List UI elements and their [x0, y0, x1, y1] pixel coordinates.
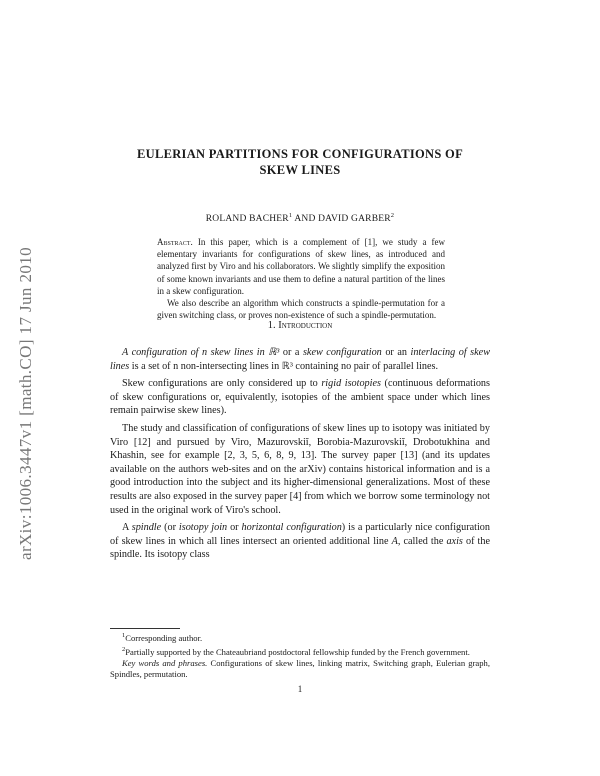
footnote-1-text: Corresponding author.: [125, 633, 203, 643]
footnote-1-mark: 1: [122, 632, 126, 639]
arxiv-stamp: arXiv:1006.3447v1 [math.CO] 17 Jun 2010: [16, 246, 35, 560]
intro-paragraph-2: [110, 377, 490, 418]
title-line-1: EULERIAN PARTITIONS FOR CONFIGURATIONS OF: [136, 147, 463, 161]
paper-title: [110, 146, 490, 178]
text-run: , called the: [397, 535, 447, 547]
text-run: is a set of n non-intersecting lines in ℝ³ containing no pair of parallel lines.: [129, 360, 438, 372]
footnote-2: [110, 644, 490, 658]
intro-paragraph-3: The study and classification of configurations of skew lines up to isotopy was initiated by Viro [12] and pursued by Viro, Mazurovskiĭ, Borobia-Mazurovskiĭ, Drobotukhina and Khashin, see for example [2, 3, 5, 6, 8, 9, 13]. The survey paper [13] (and its updates available on the authors web-sites and on the arXiv) contains historical information and is a good introduction into the subject and its higher-dimensional generalizations. Most of these results are also exposed in the survey paper [4] from which we borrow some terminology not used in the original work of Viro's school.: [110, 422, 490, 516]
author-1: ROLAND BACHER: [205, 214, 289, 224]
section-heading: 1. Introduction: [267, 320, 333, 331]
keywords: [110, 658, 490, 680]
term-horizontal-configuration: horizontal configuration: [241, 522, 342, 534]
term-configuration: A configuration of n skew lines in ℝ³: [122, 347, 280, 358]
page-number: 1: [297, 684, 303, 694]
author-1-footnote-mark: 1: [288, 212, 293, 219]
term-isotopy-join: isotopy join: [178, 522, 228, 534]
term-axis: axis: [446, 535, 463, 547]
text-run: of the spindle. Its isotopy class: [110, 535, 491, 561]
term-axis-symbol: A: [391, 535, 398, 547]
text-run: or a: [279, 347, 303, 358]
author-2-footnote-mark: 2: [390, 212, 395, 219]
title-line-2: SKEW LINES: [259, 163, 341, 177]
term-spindle: spindle: [131, 522, 162, 534]
intro-paragraph-1: [110, 346, 490, 373]
abstract: [157, 236, 445, 321]
term-interlacing: interlacing of skew lines: [110, 347, 490, 372]
text-run: or an: [381, 347, 411, 358]
footnote-1: [110, 630, 490, 644]
intro-paragraph-4: [110, 521, 490, 562]
author-conjunction: AND: [292, 214, 319, 224]
footnote-2-mark: 2: [122, 646, 126, 653]
term-rigid-isotopies: rigid isotopies: [321, 378, 381, 390]
footnote-rule: [110, 628, 180, 629]
text-run: (or: [161, 522, 179, 534]
text-run: ) is a particularly nice configuration of skew lines in which all lines intersect an oriented additional line: [110, 522, 490, 547]
author-line: [110, 212, 490, 224]
introduction-body: [110, 346, 490, 566]
keywords-label: Key words and phrases.: [122, 658, 208, 668]
footnotes: [110, 630, 490, 680]
text-run: (continuous deformations of skew configurations or, equivalently, isotopies of the ambient space under which lines remain pairwise skew lines).: [110, 378, 490, 417]
author-2: DAVID GARBER: [318, 214, 391, 224]
footnote-2-text: Partially supported by the Chateaubriand postdoctoral fellowship funded by the French government.: [125, 647, 470, 657]
term-skew-configuration: skew configuration: [302, 347, 382, 358]
text-run: Skew configurations are only considered up to: [122, 378, 322, 390]
abstract-paragraph-1: [157, 236, 445, 297]
abstract-label: Abstract.: [157, 237, 193, 247]
abstract-text-1: In this paper, which is a complement of [1], we study a few elementary invariants for configurations of skew lines, as introduced and analyzed first by Viro and his collaborators. We slightly simplify the exposition of some known invariants and use them to define a natural partition of the lines in a skew configuration.: [157, 237, 445, 296]
text-run: or: [227, 522, 242, 534]
abstract-paragraph-2: We also describe an algorithm which constructs a spindle-permutation for a given switching class, or proves non-existence of such a spindle-permutation.: [157, 298, 445, 321]
text-run: A: [122, 522, 132, 534]
keywords-text: Configurations of skew lines, linking matrix, Switching graph, Eulerian graph, Spindles, permutation.: [110, 658, 490, 679]
